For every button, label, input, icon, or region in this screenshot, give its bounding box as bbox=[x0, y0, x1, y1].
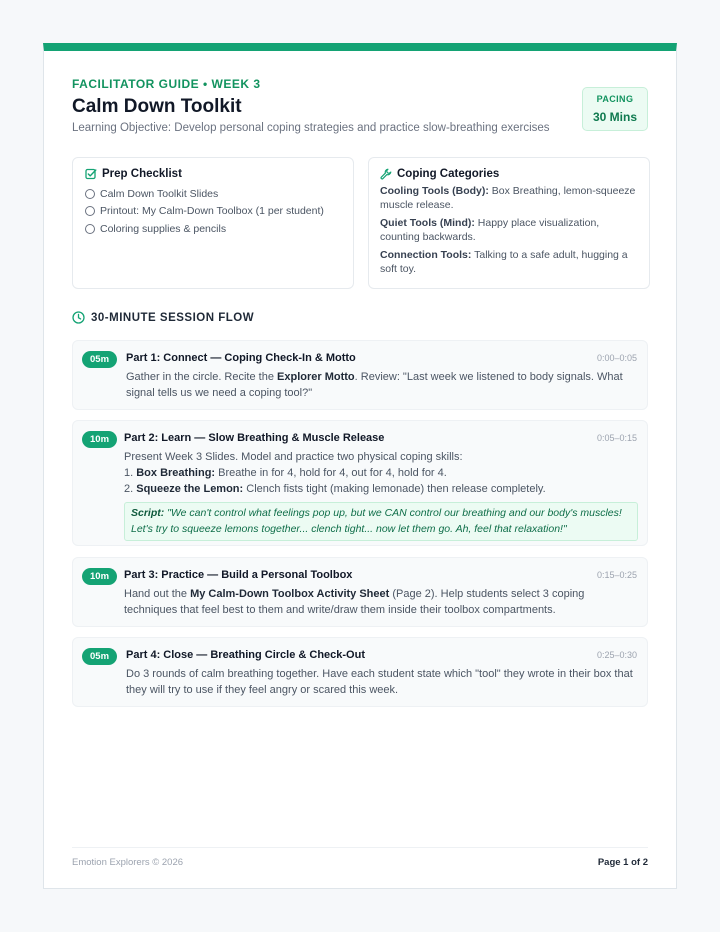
coping-categories-label: Coping Categories bbox=[397, 168, 500, 180]
session-step-1 bbox=[72, 340, 648, 410]
category-name: Cooling Tools (Body): bbox=[380, 185, 489, 197]
step-number: 1. bbox=[124, 467, 137, 479]
step-text: Gather in the circle. Recite the bbox=[126, 371, 278, 383]
page-header bbox=[72, 77, 648, 134]
duration-badge: 10m bbox=[82, 431, 117, 448]
category-item bbox=[380, 184, 638, 212]
session-step-4 bbox=[72, 637, 648, 707]
step-text-bold: My Calm-Down Toolbox Activity Sheet bbox=[190, 588, 390, 600]
guide-page bbox=[43, 43, 677, 889]
step-time-range: 0:25–0:30 bbox=[596, 650, 637, 660]
script-callout bbox=[124, 502, 638, 541]
script-text: "We can't control what feelings pop up, but we CAN control our breathing and our body's muscles! Let's try to squeeze lemons together... clench tight... now let them go. Ah, feel that relaxation!" bbox=[131, 507, 622, 535]
checklist-item-label: Printout: My Calm-Down Toolbox (1 per student) bbox=[100, 205, 324, 218]
step-text-bold: Box Breathing: bbox=[136, 467, 216, 479]
checklist-item-label: Calm Down Toolkit Slides bbox=[100, 187, 219, 200]
coping-categories-title bbox=[380, 168, 638, 180]
step-text: Breathe in for 4, hold for 4, out for 4, hold for 4. bbox=[215, 467, 447, 479]
session-step-2 bbox=[72, 420, 648, 546]
pacing-value: 30 Mins bbox=[592, 110, 637, 124]
script-label: Script: bbox=[131, 507, 165, 519]
guide-eyebrow: FACILITATOR GUIDE • WEEK 3 bbox=[72, 77, 261, 91]
step-title: Part 2: Learn — Slow Breathing & Muscle Release bbox=[124, 432, 385, 444]
step-instruction bbox=[124, 465, 638, 481]
coping-categories-card bbox=[368, 157, 650, 289]
step-text-bold: Explorer Motto bbox=[277, 371, 355, 383]
session-flow-heading bbox=[72, 311, 254, 324]
page-number: Page 1 of 2 bbox=[597, 857, 648, 868]
step-description bbox=[126, 369, 633, 401]
category-text: Talking to a safe adult, hugging a soft toy. bbox=[380, 249, 628, 275]
prep-checklist bbox=[85, 185, 341, 238]
checkbox-icon bbox=[85, 168, 97, 180]
page-footer bbox=[72, 847, 648, 868]
page-title: Calm Down Toolkit bbox=[72, 96, 242, 117]
step-text: (Page 2). Help students select 3 coping techniques that feel best to them and write/draw them inside their toolbox compartments. bbox=[124, 588, 585, 616]
step-time-range: 0:15–0:25 bbox=[596, 570, 637, 580]
checklist-item[interactable] bbox=[85, 203, 341, 221]
clock-icon bbox=[72, 311, 85, 324]
session-step-3 bbox=[72, 557, 648, 627]
prep-checklist-label: Prep Checklist bbox=[102, 168, 182, 180]
learning-objective: Learning Objective: Develop personal coping strategies and practice slow-breathing exercises bbox=[72, 122, 550, 134]
checklist-item[interactable] bbox=[85, 185, 341, 203]
step-number: 2. bbox=[124, 483, 137, 495]
checkbox-circle-icon[interactable] bbox=[85, 224, 95, 234]
checklist-item[interactable] bbox=[85, 220, 341, 238]
category-text: Box Breathing, lemon-squeeze muscle release. bbox=[380, 185, 636, 211]
checkbox-circle-icon[interactable] bbox=[85, 189, 95, 199]
step-text: Hand out the bbox=[124, 588, 191, 600]
session-flow-label: 30-MINUTE SESSION FLOW bbox=[91, 311, 255, 324]
category-item bbox=[380, 248, 638, 276]
step-description: Do 3 rounds of calm breathing together. Have each student state which "tool" they wrote in their box that they will try to use if they feel angry or scared this week. bbox=[126, 668, 633, 696]
category-name: Connection Tools: bbox=[380, 249, 472, 261]
prep-checklist-card bbox=[72, 157, 354, 289]
step-description bbox=[124, 449, 638, 541]
category-text: Happy place visualization, counting backwards. bbox=[380, 217, 600, 243]
pacing-badge bbox=[582, 87, 648, 131]
checkbox-circle-icon[interactable] bbox=[85, 206, 95, 216]
wrench-icon bbox=[380, 168, 392, 180]
duration-badge: 05m bbox=[82, 351, 117, 368]
checklist-item-label: Coloring supplies & pencils bbox=[100, 222, 227, 235]
step-time-range: 0:05–0:15 bbox=[596, 433, 637, 443]
duration-badge: 10m bbox=[82, 568, 117, 585]
pacing-label: PACING bbox=[596, 94, 634, 104]
step-title: Part 3: Practice — Build a Personal Toolbox bbox=[124, 569, 353, 581]
step-text: Clench fists tight (making lemonade) then release completely. bbox=[243, 483, 546, 495]
prep-checklist-title bbox=[85, 168, 341, 180]
step-intro: Present Week 3 Slides. Model and practice two physical coping skills: bbox=[124, 451, 463, 463]
category-name: Quiet Tools (Mind): bbox=[380, 217, 475, 229]
step-description bbox=[124, 586, 633, 618]
step-time-range: 0:00–0:05 bbox=[596, 353, 637, 363]
step-text: . Review: "Last week we listened to body signals. What signal tells us we need a coping tool?" bbox=[126, 371, 623, 399]
category-item bbox=[380, 216, 638, 244]
step-title: Part 1: Connect — Coping Check-In & Motto bbox=[126, 352, 356, 364]
step-text-bold: Squeeze the Lemon: bbox=[136, 483, 244, 495]
step-instruction bbox=[124, 481, 638, 497]
footer-copyright: Emotion Explorers © 2026 bbox=[72, 857, 184, 868]
duration-badge: 05m bbox=[82, 648, 117, 665]
step-title: Part 4: Close — Breathing Circle & Check-Out bbox=[126, 649, 365, 661]
